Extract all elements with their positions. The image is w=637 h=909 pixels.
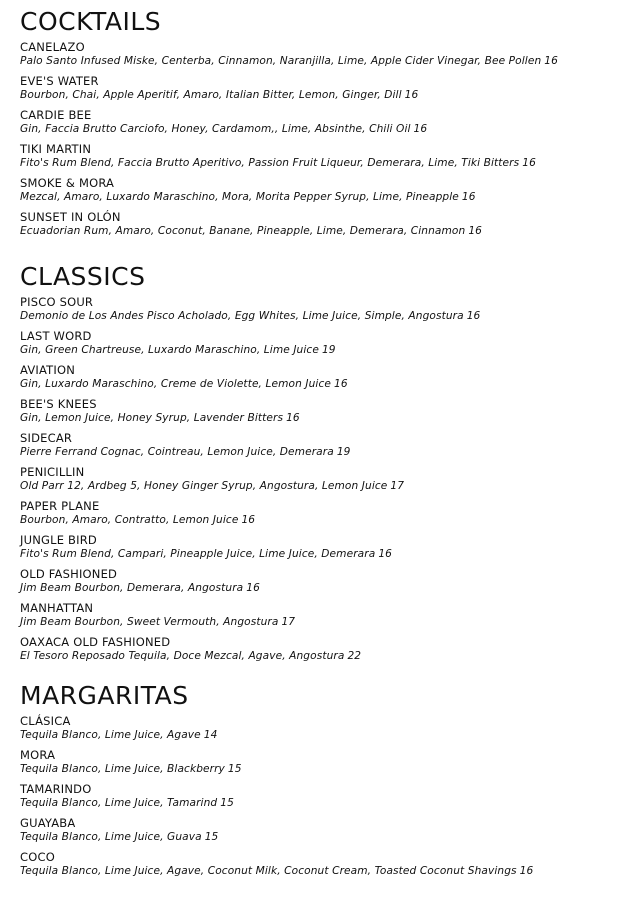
item-description: [20, 581, 480, 596]
menu-item: [20, 142, 558, 171]
item-name: JUNGLE BIRD: [20, 533, 97, 547]
item-name: SMOKE & MORA: [20, 176, 115, 190]
menu-item: [20, 567, 480, 596]
item-description: [20, 411, 480, 426]
margaritas-section: [20, 682, 533, 884]
item-name: PAPER PLANE: [20, 499, 100, 513]
item-name: OAXACA OLD FASHIONED: [20, 635, 171, 649]
item-price: 15: [220, 797, 234, 809]
menu-item: [20, 850, 533, 879]
item-description: [20, 377, 480, 392]
item-description: [20, 122, 558, 137]
section-title: COCKTAILS: [20, 7, 162, 36]
menu-item: [20, 465, 480, 494]
item-description: [20, 224, 558, 239]
item-description: [20, 796, 533, 811]
item-price: 22: [347, 650, 362, 662]
item-ingredients: Mezcal, Amaro, Luxardo Maraschino, Mora, Morita Pepper Syrup, Lime, Pineapple: [20, 191, 459, 203]
item-price: 19: [321, 344, 336, 356]
item-price: 17: [281, 616, 296, 628]
item-description: [20, 88, 558, 103]
item-description: [20, 343, 480, 358]
menu-item: [20, 533, 480, 562]
item-ingredients: Pierre Ferrand Cognac, Cointreau, Lemon Juice, Demerara: [20, 446, 334, 458]
item-ingredients: Old Parr 12, Ardbeg 5, Honey Ginger Syrup, Angostura, Lemon Juice: [20, 480, 388, 492]
item-price: 15: [227, 763, 242, 775]
item-ingredients: Bourbon, Amaro, Contratto, Lemon Juice: [20, 514, 239, 526]
item-ingredients: Bourbon, Chai, Apple Aperitif, Amaro, Italian Bitter, Lemon, Ginger, Dill: [20, 89, 402, 101]
item-ingredients: Gin, Luxardo Maraschino, Creme de Violette, Lemon Juice: [20, 378, 332, 390]
item-description: [20, 728, 533, 743]
menu-item: [20, 816, 533, 845]
menu-item: [20, 601, 480, 630]
item-description: [20, 479, 480, 494]
item-price: 19: [336, 446, 351, 458]
item-description: [20, 309, 480, 324]
menu-item: [20, 295, 480, 324]
item-description: [20, 649, 480, 664]
menu-item: [20, 363, 480, 392]
menu-item: [20, 210, 558, 239]
item-ingredients: Tequila Blanco, Lime Juice, Agave, Coconut Milk, Coconut Cream, Toasted Coconut Shavings: [20, 865, 517, 877]
classics-section: [20, 263, 480, 669]
item-name: TAMARINDO: [20, 782, 92, 796]
item-name: CLÁSICA: [20, 714, 71, 728]
item-ingredients: Tequila Blanco, Lime Juice, Agave: [20, 729, 201, 741]
item-name: EVE'S WATER: [20, 74, 99, 88]
item-description: [20, 830, 533, 845]
item-name: CARDIE BEE: [20, 108, 92, 122]
item-ingredients: Tequila Blanco, Lime Juice, Blackberry: [20, 763, 225, 775]
item-description: [20, 54, 558, 69]
item-name: MANHATTAN: [20, 601, 94, 615]
menu-item: [20, 40, 558, 69]
item-ingredients: Gin, Faccia Brutto Carciofo, Honey, Cardamom,, Lime, Absinthe, Chili Oil: [20, 123, 411, 135]
item-description: [20, 513, 480, 528]
item-ingredients: Palo Santo Infused Miske, Centerba, Cinnamon, Naranjilla, Lime, Apple Cider Vinegar, Bee Pollen: [20, 55, 542, 67]
item-price: 17: [390, 480, 405, 492]
item-price: 16: [334, 378, 348, 390]
item-price: 16: [519, 865, 534, 877]
menu-item: [20, 499, 480, 528]
item-name: SIDECAR: [20, 431, 73, 445]
item-ingredients: Jim Beam Bourbon, Sweet Vermouth, Angostura: [20, 616, 279, 628]
item-ingredients: Gin, Lemon Juice, Honey Syrup, Lavender Bitters: [20, 412, 284, 424]
item-name: PISCO SOUR: [20, 295, 94, 309]
item-ingredients: Tequila Blanco, Lime Juice, Tamarind: [20, 797, 218, 809]
menu-item: [20, 635, 480, 664]
menu-item: [20, 176, 558, 205]
section-title: MARGARITAS: [20, 681, 189, 710]
item-description: [20, 864, 533, 879]
item-ingredients: Ecuadorian Rum, Amaro, Coconut, Banane, Pineapple, Lime, Demerara, Cinnamon: [20, 225, 466, 237]
item-price: 16: [466, 310, 481, 322]
menu-item: [20, 329, 480, 358]
menu-item: [20, 74, 558, 103]
menu-item: [20, 748, 533, 777]
menu-item: [20, 397, 480, 426]
menu-item: [20, 108, 558, 137]
section-title: CLASSICS: [20, 262, 146, 291]
item-name: TIKI MARTIN: [20, 142, 92, 156]
item-name: AVIATION: [20, 363, 76, 377]
menu-items: [20, 295, 480, 664]
item-name: BEE'S KNEES: [20, 397, 97, 411]
item-name: MORA: [20, 748, 56, 762]
item-name: PENICILLIN: [20, 465, 85, 479]
item-price: 16: [246, 582, 260, 594]
item-description: [20, 445, 480, 460]
item-ingredients: Tequila Blanco, Lime Juice, Guava: [20, 831, 202, 843]
item-price: 16: [544, 55, 558, 67]
item-ingredients: Fito's Rum Blend, Campari, Pineapple Juice, Lime Juice, Demerara: [20, 548, 376, 560]
item-price: 16: [404, 89, 419, 101]
item-name: SUNSET IN OLÓN: [20, 210, 121, 224]
item-name: LAST WORD: [20, 329, 92, 343]
item-ingredients: Jim Beam Bourbon, Demerara, Angostura: [20, 582, 244, 594]
item-price: 16: [241, 514, 256, 526]
item-name: GUAYABA: [20, 816, 76, 830]
item-price: 16: [522, 157, 536, 169]
menu-item: [20, 431, 480, 460]
item-price: 16: [286, 412, 300, 424]
item-ingredients: El Tesoro Reposado Tequila, Doce Mezcal, Agave, Angostura: [20, 650, 345, 662]
item-price: 14: [203, 729, 218, 741]
item-ingredients: Demonio de Los Andes Pisco Acholado, Egg Whites, Lime Juice, Simple, Angostura: [20, 310, 464, 322]
item-description: [20, 547, 480, 562]
item-name: OLD FASHIONED: [20, 567, 118, 581]
item-name: COCO: [20, 850, 55, 864]
item-description: [20, 156, 558, 171]
menu-item: [20, 714, 533, 743]
item-description: [20, 762, 533, 777]
item-ingredients: Fito's Rum Blend, Faccia Brutto Aperitivo, Passion Fruit Liqueur, Demerara, Lime, Tiki Bitters: [20, 157, 520, 169]
item-ingredients: Gin, Green Chartreuse, Luxardo Maraschino, Lime Juice: [20, 344, 319, 356]
menu-items: [20, 714, 533, 879]
item-description: [20, 615, 480, 630]
item-price: 16: [378, 548, 392, 560]
cocktails-section: [20, 8, 558, 244]
item-price: 16: [413, 123, 428, 135]
menu-item: [20, 782, 533, 811]
item-description: [20, 190, 558, 205]
menu-items: [20, 40, 558, 239]
item-price: 15: [204, 831, 219, 843]
item-price: 16: [468, 225, 483, 237]
item-name: CANELAZO: [20, 40, 85, 54]
item-price: 16: [461, 191, 476, 203]
